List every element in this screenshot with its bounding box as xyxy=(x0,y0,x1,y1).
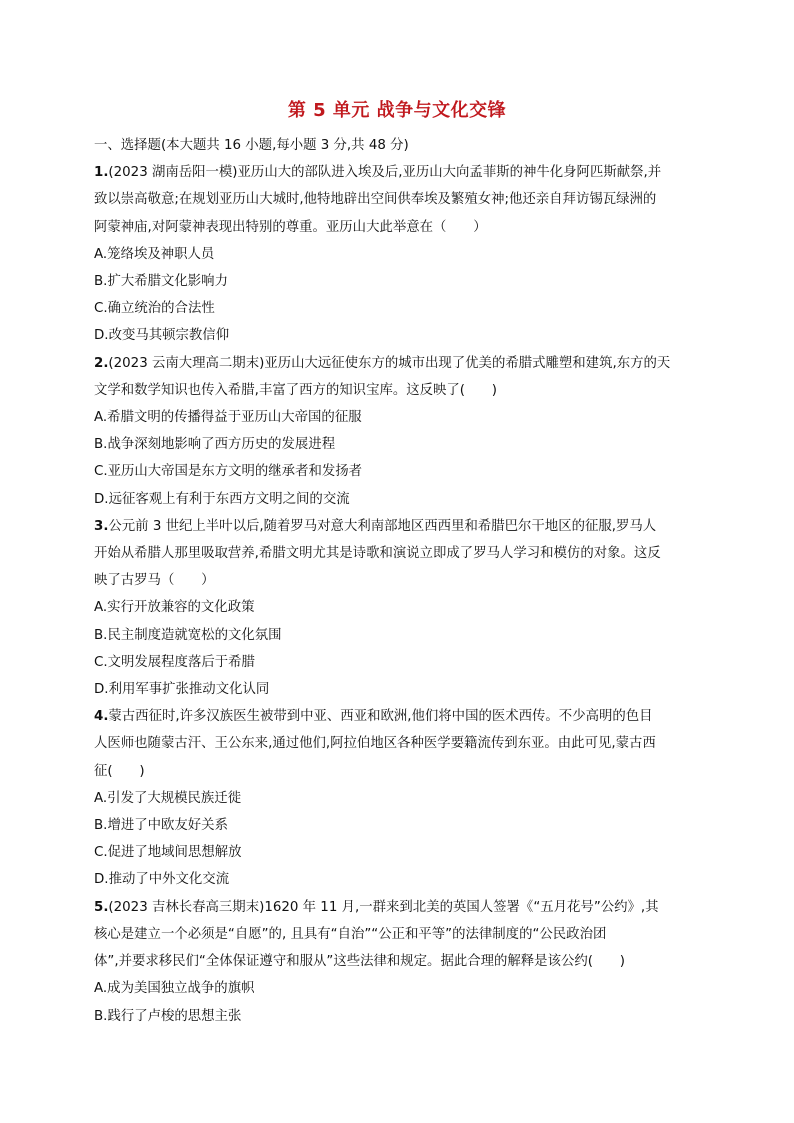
option-a: A.实行开放兼容的文化政策 xyxy=(94,600,255,616)
question-text: 文学和数学知识也传入希腊,丰富了西方的知识宝库。这反映了( ) xyxy=(94,382,498,398)
question-number: 3. xyxy=(94,518,109,534)
question-3-line-1 xyxy=(94,513,696,540)
section-heading: 一、选择题(本大题共 16 小题,每小题 3 分,共 48 分) xyxy=(94,138,409,153)
question-number: 1. xyxy=(94,165,109,181)
option-c: C.亚历山大帝国是东方文明的继承者和发扬者 xyxy=(94,464,363,480)
option-a: A.引发了大规模民族迁徙 xyxy=(94,790,242,806)
question-list xyxy=(94,132,696,1030)
question-2-line-1 xyxy=(94,350,696,377)
option-a: A.成为美国独立战争的旗帜 xyxy=(94,981,255,997)
option-a: A.希腊文明的传播得益于亚历山大帝国的征服 xyxy=(94,410,362,426)
question-text: 致以崇高敬意;在规划亚历山大城时,他特地辟出空间供奉埃及繁殖女神;他还亲自拜访锡瓦绿洲的 xyxy=(94,192,657,208)
question-text: 体”,并要求移民们“全体保证遵守和服从”这些法律和规定。据此合理的解释是该公约( ) xyxy=(94,954,625,970)
question-number: 4. xyxy=(94,709,109,725)
option-a: A.笼络埃及神职人员 xyxy=(94,246,215,262)
question-text: 阿蒙神庙,对阿蒙神表现出特别的尊重。亚历山大此举意在（ ） xyxy=(94,219,487,235)
option-b: B.扩大希腊文化影响力 xyxy=(94,274,228,290)
option-b: B.战争深刻地影响了西方历史的发展进程 xyxy=(94,437,336,453)
question-1-line-1 xyxy=(94,159,696,186)
question-text: 映了古罗马（ ） xyxy=(94,573,215,589)
question-text: 开始从希腊人那里吸取营养,希腊文明尤其是诗歌和演说立即成了罗马人学习和模仿的对象。这反 xyxy=(94,546,661,562)
question-5-line-1 xyxy=(94,894,696,921)
question-text: 征( ) xyxy=(94,763,145,779)
question-text: 人医师也随蒙古汗、王公东来,通过他们,阿拉伯地区各种医学要籍流传到东亚。由此可见,蒙古西 xyxy=(94,736,656,752)
question-text: (2023 吉林长春高三期末)1620 年 11 月,一群来到北美的英国人签署《“五月花号”公约》,其 xyxy=(108,899,659,915)
question-text: (2023 湖南岳阳一模)亚历山大的部队进入埃及后,亚历山大向孟菲斯的神牛化身阿匹斯献祭,并 xyxy=(108,165,662,181)
page-title: 第 5 单元 战争与文化交锋 xyxy=(287,100,507,121)
question-number: 2. xyxy=(94,355,109,371)
question-text: 公元前 3 世纪上半叶以后,随着罗马对意大利南部地区西西里和希腊巴尔干地区的征服,罗马人 xyxy=(108,518,657,534)
question-4-line-1 xyxy=(94,703,696,730)
option-b: B.增进了中欧友好关系 xyxy=(94,818,228,834)
option-c: C.文明发展程度落后于希腊 xyxy=(94,654,255,670)
option-c: C.促进了地域间思想解放 xyxy=(94,845,242,861)
option-b: B.践行了卢梭的思想主张 xyxy=(94,1008,242,1024)
question-text: (2023 云南大理高二期末)亚历山大远征使东方的城市出现了优美的希腊式雕塑和建筑,东方的天 xyxy=(108,355,671,371)
option-c: C.确立统治的合法性 xyxy=(94,301,215,317)
question-text: 核心是建立一个必须是“自愿”的, 且具有“自治”“公正和平等”的法律制度的“公民政治团 xyxy=(94,926,607,942)
option-d: D.远征客观上有利于东西方文明之间的交流 xyxy=(94,491,350,507)
question-text: 蒙古西征时,许多汉族医生被带到中亚、西亚和欧洲,他们将中国的医术西传。不少高明的色目 xyxy=(108,709,653,725)
option-b: B.民主制度造就宽松的文化氛围 xyxy=(94,627,282,643)
question-number: 5. xyxy=(94,899,109,915)
option-d: D.改变马其顿宗教信仰 xyxy=(94,328,230,344)
option-d: D.利用军事扩张推动文化认同 xyxy=(94,682,270,698)
option-d: D.推动了中外文化交流 xyxy=(94,872,230,888)
